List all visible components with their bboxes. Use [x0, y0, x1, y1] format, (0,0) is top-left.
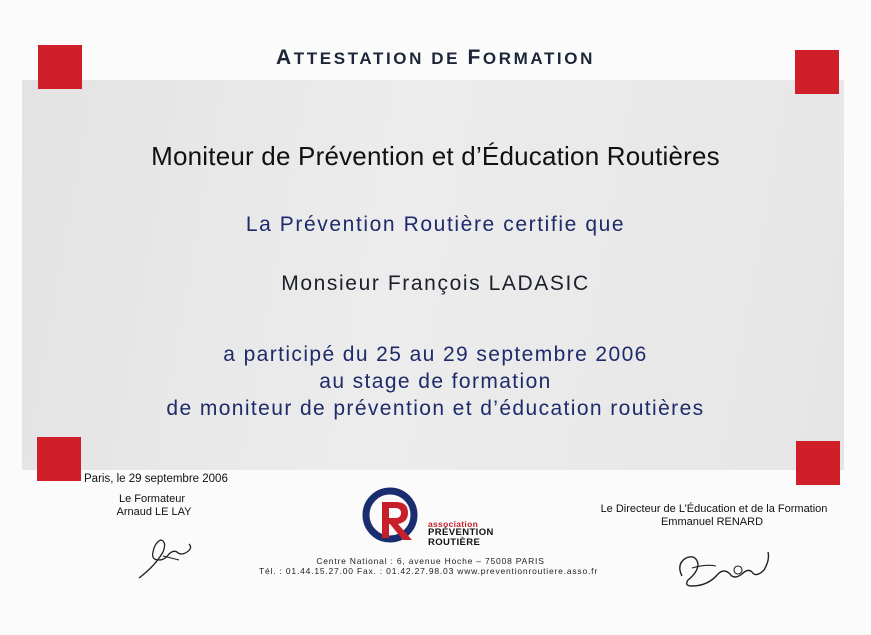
- trainer-signature: [133, 526, 203, 582]
- body-line-dates: a participé du 25 au 29 septembre 2006: [223, 343, 648, 366]
- certify-line: La Prévention Routière certifie que: [245, 213, 626, 236]
- trainer-role: Le Formateur: [118, 493, 186, 505]
- heading-part-2: ORMATION: [482, 49, 595, 68]
- corner-square-bottom-right: [796, 441, 840, 485]
- prevention-routiere-logo: [360, 482, 430, 548]
- director-role: Le Directeur de L’Éducation et de la Formation: [600, 503, 828, 515]
- address-line: Centre National : 6, avenue Hoche – 75008 PARIS: [316, 556, 545, 566]
- logo-line-1: PRÉVENTION: [428, 527, 494, 538]
- logo-association-text: association: [428, 519, 479, 529]
- heading-initial-a: A: [276, 46, 294, 69]
- document-heading: [0, 46, 871, 70]
- trainer-name: Arnaud LE LAY: [116, 506, 192, 518]
- recipient-name: Monsieur François LADASIC: [281, 272, 590, 295]
- body-line-subject: de moniteur de prévention et d’éducation routières: [166, 397, 705, 420]
- contact-line: Tél. : 01.44.15.27.00 Fax. : 01.42.27.98.03 www.preventionroutiere.asso.fr: [259, 566, 598, 576]
- director-signature: [672, 546, 776, 592]
- body-line-stage: au stage de formation: [319, 370, 552, 393]
- logo-name-text: [428, 528, 494, 548]
- director-name: Emmanuel RENARD: [660, 516, 764, 528]
- heading-part-1: TTESTATION DE: [293, 49, 468, 68]
- place-date: Paris, le 29 septembre 2006: [84, 473, 228, 485]
- corner-square-bottom-left: [37, 437, 81, 481]
- logo-line-2: ROUTIÈRE: [428, 537, 481, 548]
- heading-initial-f: F: [467, 46, 483, 69]
- certificate-title: Moniteur de Prévention et d’Éducation Routières: [151, 141, 720, 171]
